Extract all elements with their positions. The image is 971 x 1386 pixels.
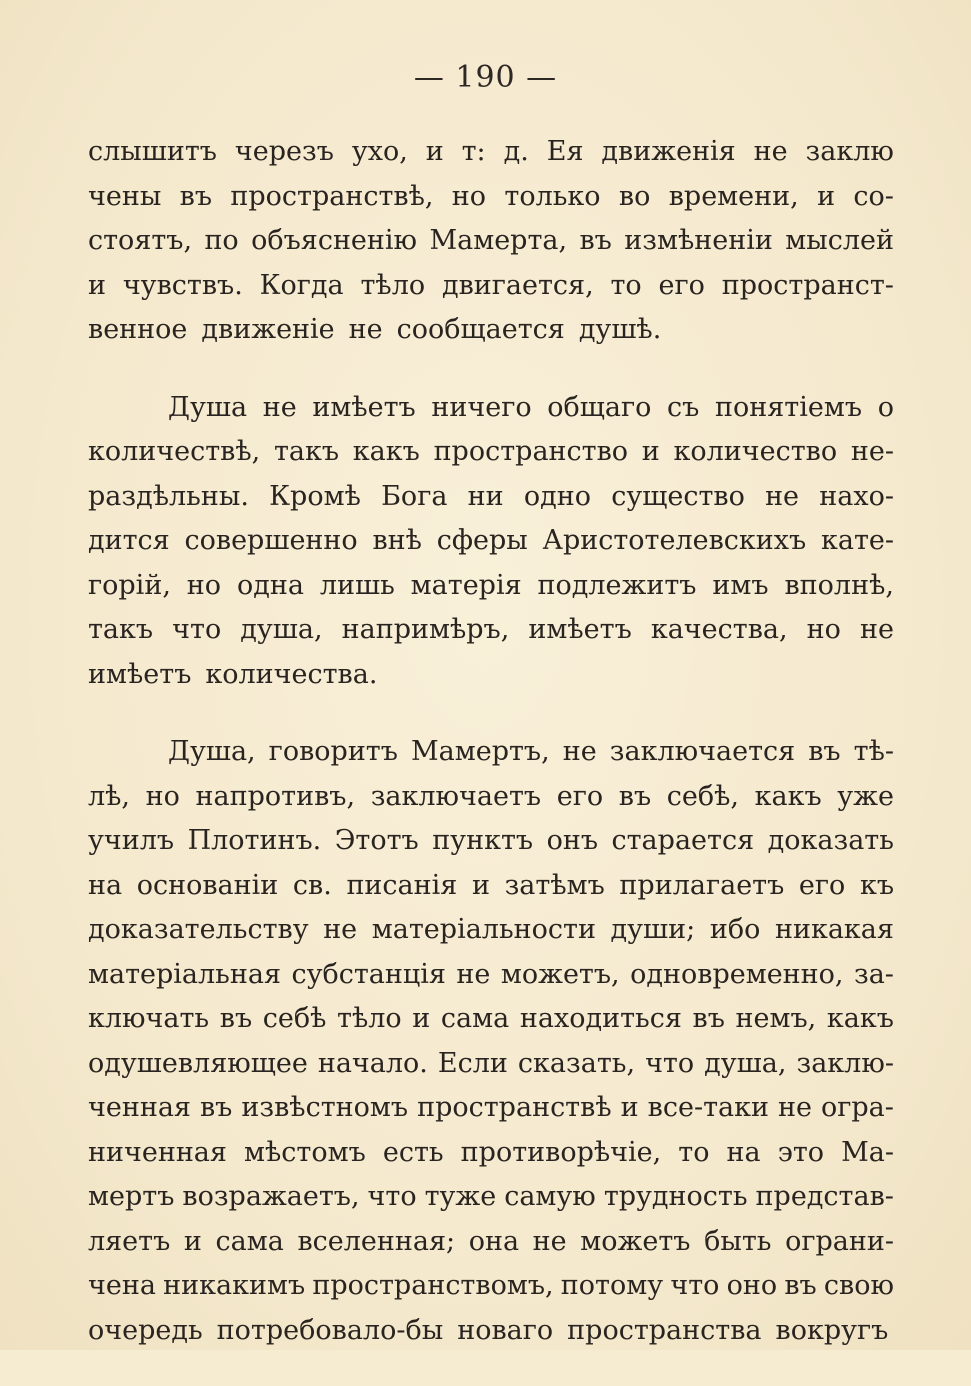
text-line: училъ Плотинъ. Этотъ пунктъ онъ старается доказать bbox=[88, 825, 894, 856]
text-line: горій, но одна лишь матерія подлежитъ имъ вполнѣ, bbox=[88, 569, 894, 601]
paragraph bbox=[88, 130, 894, 353]
text-line: стоятъ, по объясненію Мамерта, въ измѣненіи мыслей bbox=[88, 225, 894, 256]
text-line: количествѣ, такъ какъ пространство и количество не- bbox=[88, 436, 894, 467]
text-line: чена никакимъ пространствомъ, потому что оно въ свою bbox=[88, 1270, 894, 1301]
text-line: раздѣльны. Кромѣ Бога ни одно существо не нахо- bbox=[88, 480, 894, 512]
text-line: ключать въ себѣ тѣло и сама находиться въ немъ, какъ bbox=[88, 1003, 894, 1034]
text-line: доказательству не матеріальности души; ибо никакая bbox=[88, 914, 894, 945]
text-line: на основаніи св. писанія и затѣмъ прилагаетъ его къ bbox=[88, 869, 894, 901]
text-line: Душа, говоритъ Мамертъ, не заключается въ тѣ- bbox=[168, 736, 894, 767]
text-line: ляетъ и сама вселенная; она не можетъ быть ограни- bbox=[88, 1225, 894, 1257]
text-line: чены въ пространствѣ, но только во времени, и со- bbox=[88, 180, 894, 212]
paragraph bbox=[88, 730, 894, 1353]
text-line: очередь потребовало-бы новаго пространства вокругъ bbox=[88, 1314, 889, 1346]
text-body bbox=[88, 130, 894, 1386]
text-line: мертъ возражаетъ, что туже самую трудность представ- bbox=[88, 1181, 894, 1212]
text-line: ниченная мѣстомъ есть противорѣчіе, то на это Ма- bbox=[88, 1136, 894, 1168]
text-line: такъ что душа, напримѣръ, имѣетъ качества, но не bbox=[88, 614, 894, 645]
text-line: венное движеніе не сообщается душѣ. bbox=[88, 314, 662, 345]
text-line: имѣетъ количества. bbox=[88, 658, 378, 690]
text-line: ченная въ извѣстномъ пространствѣ и все-таки не огра- bbox=[88, 1092, 894, 1123]
text-line: слышитъ черезъ ухо, и т: д. Ея движенія не заклю bbox=[88, 136, 894, 167]
text-line: лѣ, но напротивъ, заключаетъ его въ себѣ, какъ уже bbox=[88, 780, 894, 812]
text-line: дится совершенно внѣ сферы Аристотелевскихъ кате- bbox=[88, 525, 894, 556]
paragraph bbox=[88, 386, 894, 698]
text-line: одушевляющее начало. Если сказать, что душа, заклю- bbox=[88, 1047, 894, 1079]
text-line: матеріальная субстанція не можетъ, одновременно, за- bbox=[88, 958, 894, 990]
page-number: — 190 — bbox=[413, 60, 558, 95]
text-line: Душа не имѣетъ ничего общаго съ понятіемъ о bbox=[168, 391, 894, 423]
text-line: и чувствъ. Когда тѣло двигается, то его пространст- bbox=[88, 269, 894, 301]
